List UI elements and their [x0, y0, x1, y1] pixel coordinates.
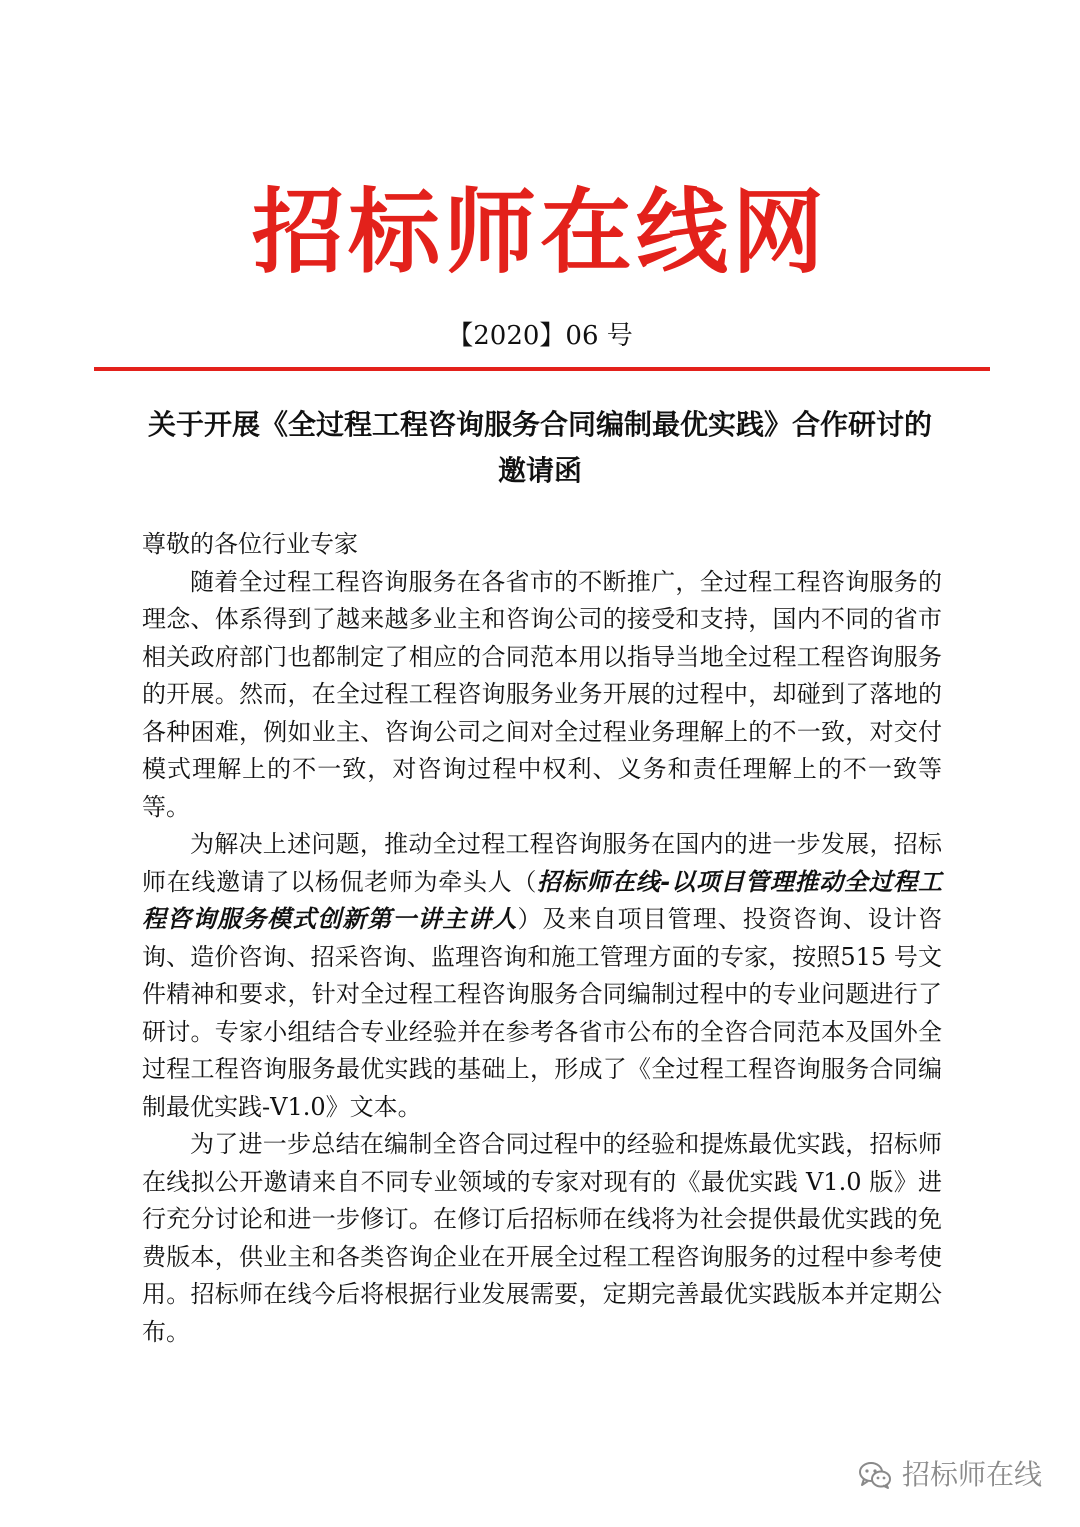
paragraph-2 — [142, 826, 942, 1126]
speaker-emphasis: 招标师在线-以项目管理推动全过程工程咨询服务模式创新第一讲主讲人 — [142, 867, 942, 933]
masthead-title: 招标师在线网 — [251, 179, 828, 286]
watermark-label: 招标师在线 — [901, 1458, 1042, 1491]
letter-body — [142, 526, 942, 1351]
title-line-2: 邀请函 — [497, 454, 582, 487]
source-watermark — [858, 1458, 1042, 1492]
paragraph-3: 为了进一步总结在编制全咨合同过程中的经验和提炼最优实践，招标师在线拟公开邀请来自不同专业领域的专家对现有的《最优实践 V1.0 版》进行充分讨论和进一步修订。在修订后招标师在线将为社会提供最优实践的免费版本，供业主和各类咨询企业在开展全过程工程咨询服务的过程中参考使用。招标师在线今后将根据行业发展需要，定期完善最优实践版本并定期公布。 — [142, 1130, 942, 1346]
salutation: 尊敬的各位行业专家 — [142, 530, 358, 558]
paragraph-2-text-b: ）及来自项目管理、投资咨询、设计咨询、造价咨询、招采咨询、监理咨询和施工管理方面的专家，按照515 号文件精神和要求，针对全过程工程咨询服务合同编制过程中的专业问题进行了研讨。专家小组结合专业经验并在参考各省市公布的全咨合同范本及国外全过程工程咨询服务最优实践的基础上，形成了《全过程工程咨询服务合同编制最优实践-V1.0》文本。 — [142, 905, 942, 1121]
red-divider — [94, 367, 990, 371]
wechat-icon — [858, 1460, 892, 1490]
paragraph-2-text-a: 为解决上述问题，推动全过程工程咨询服务在国内的进一步发展，招标师在线邀请了以杨侃老师为牵头人（ — [142, 830, 942, 896]
document-title — [120, 402, 960, 494]
title-line-1: 关于开展《全过程工程咨询服务合同编制最优实践》合作研讨的 — [147, 408, 932, 441]
paragraph-1: 随着全过程工程咨询服务在各省市的不断推广，全过程工程咨询服务的理念、体系得到了越来越多业主和咨询公司的接受和支持，国内不同的省市相关政府部门也都制定了相应的合同范本用以指导当地全过程工程咨询服务的开展。然而，在全过程工程咨询服务业务开展的过程中，却碰到了落地的各种困难，例如业主、咨询公司之间对全过程业务理解上的不一致，对交付模式理解上的不一致，对咨询过程中权利、义务和责任理解上的不一致等等。 — [142, 567, 942, 821]
document-number: 【2020】06 号 — [447, 321, 633, 351]
